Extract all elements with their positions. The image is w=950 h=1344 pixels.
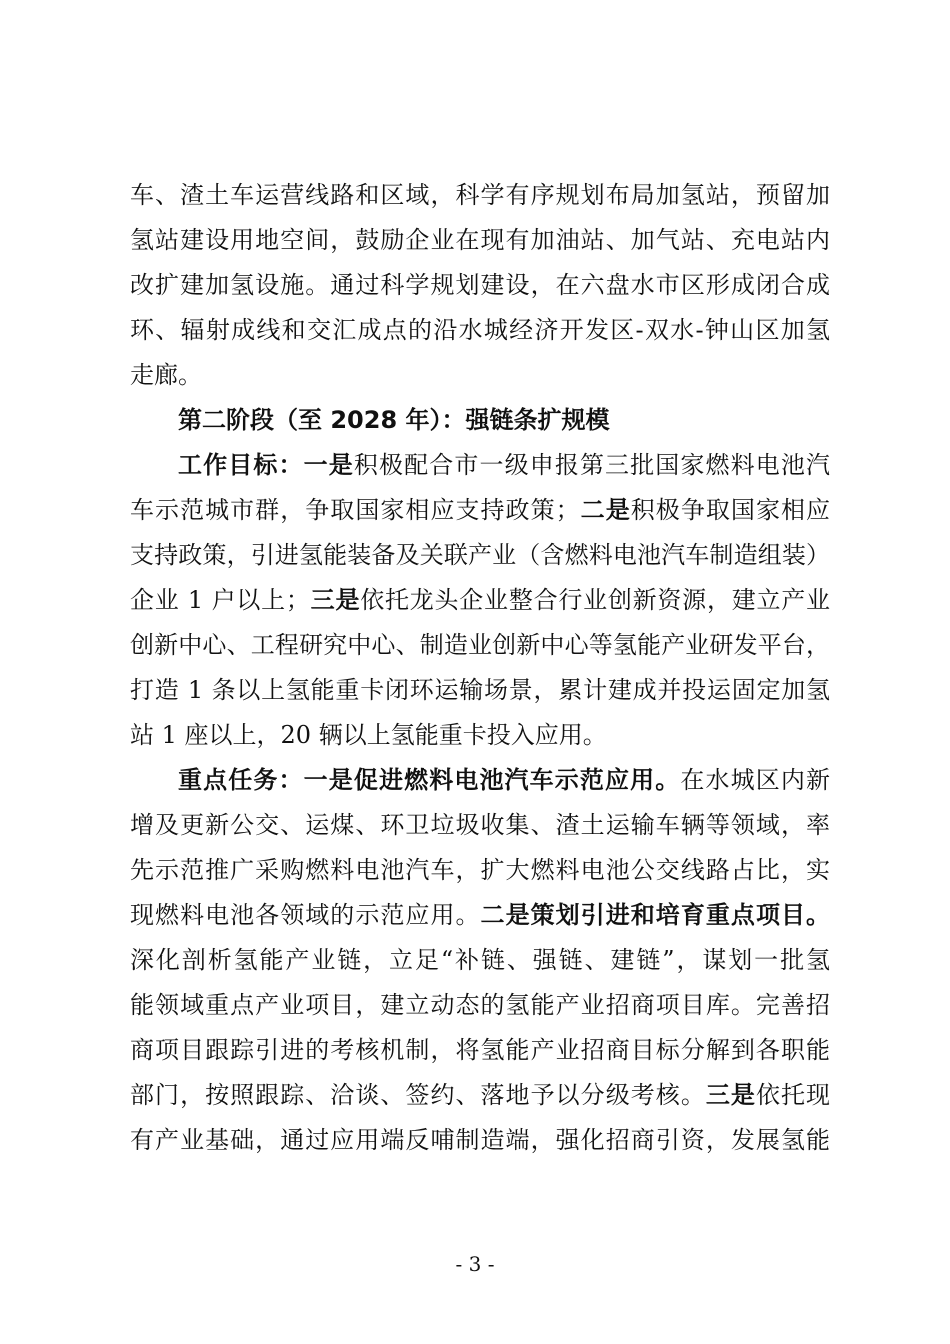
paragraph-line: 创新中心、工程研究中心、制造业创新中心等氢能产业研发平台， [130,631,830,659]
paragraph-line: 支持政策，引进氢能装备及关联产业（含燃料电池汽车制造组装） [130,541,830,569]
paragraph-line: 重点任务：一是促进燃料电池汽车示范应用。在水城区内新 [178,766,831,794]
bold-label: 二是策划引进和培育重点项目。 [480,901,831,929]
paragraph-line: 改扩建加氢设施。通过科学规划建设，在六盘水市区形成闭合成 [130,271,830,299]
paragraph-line: 走廊。 [130,361,202,389]
paragraph-line: 企业 1 户以上；三是依托龙头企业整合行业创新资源，建立产业 [130,586,831,614]
paragraph-line: 有产业基础，通过应用端反哺制造端，强化招商引资，发展氢能 [130,1126,830,1154]
paragraph-line: 打造 1 条以上氢能重卡闭环运输场景，累计建成并投运固定加氢 [130,676,830,704]
paragraph-line: 增及更新公交、运煤、环卫垃圾收集、渣土运输车辆等领域，率 [130,811,830,839]
paragraph-line: 商项目跟踪引进的考核机制，将氢能产业招商目标分解到各职能 [130,1036,830,1064]
section-heading: 第二阶段（至 2028 年）：强链条扩规模 [178,406,610,434]
bold-label: 三是 [309,586,361,614]
paragraph-line: 车示范城市群，争取国家相应支持政策；二是积极争取国家相应 [130,496,831,524]
paragraph-line: 氢站建设用地空间，鼓励企业在现有加油站、加气站、充电站内 [130,226,830,254]
paragraph-line: 站 1 座以上，20 辆以上氢能重卡投入应用。 [130,721,607,749]
bold-label: 一是 [303,451,354,479]
bold-label: 重点任务：一是促进燃料电池汽车示范应用。 [178,766,681,794]
paragraph-line: 工作目标：一是积极配合市一级申报第三批国家燃料电池汽 [178,451,831,479]
paragraph-line: 部门，按照跟踪、洽谈、签约、落地予以分级考核。三是依托现 [130,1081,831,1109]
paragraph-line: 现燃料电池各领域的示范应用。二是策划引进和培育重点项目。 [130,901,831,929]
paragraph-line: 车、渣土车运营线路和区域，科学有序规划布局加氢站，预留加 [130,181,830,209]
bold-label: 工作目标： [178,451,304,479]
paragraph-line: 能领域重点产业项目，建立动态的氢能产业招商项目库。完善招 [130,991,830,1019]
paragraph-line: 深化剖析氢能产业链，立足“补链、强链、建链”，谋划一批氢 [130,946,830,974]
bold-label: 三是 [705,1081,756,1109]
paragraph-line: 先示范推广采购燃料电池汽车，扩大燃料电池公交线路占比，实 [130,856,830,884]
bold-label: 二是 [579,496,631,524]
paragraph-line: 环、辐射成线和交汇成点的沿水城经济开发区-双水-钟山区加氢 [130,316,830,344]
page-number: - 3 - [455,1252,495,1276]
